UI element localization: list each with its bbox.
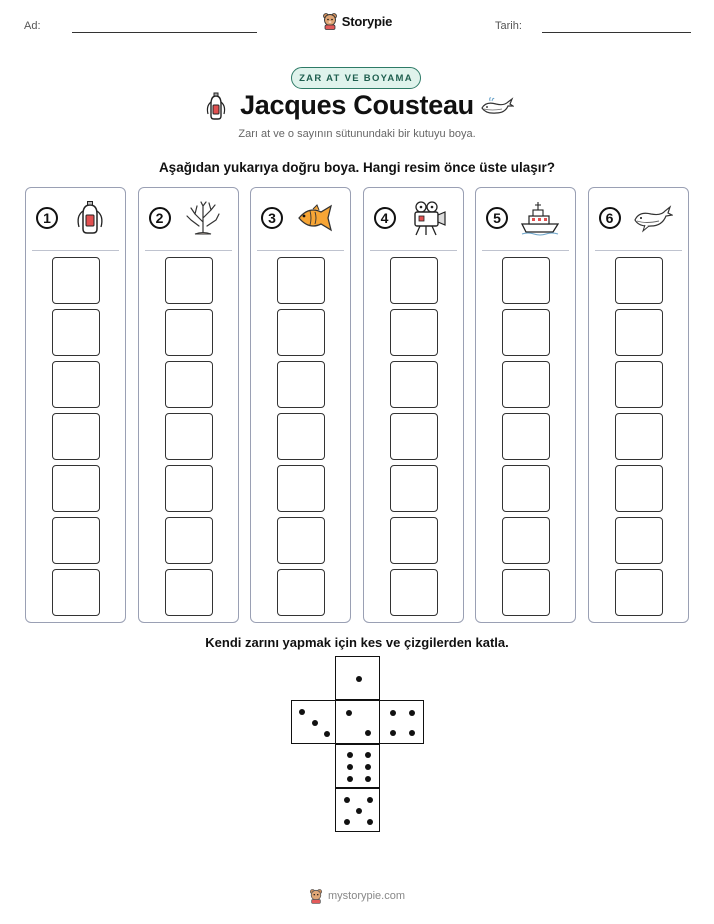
die-pip: [409, 730, 415, 736]
color-box[interactable]: [615, 309, 663, 356]
color-box[interactable]: [502, 517, 550, 564]
color-box[interactable]: [165, 517, 213, 564]
die-pip: [324, 731, 330, 737]
color-box[interactable]: [165, 569, 213, 616]
color-box[interactable]: [502, 465, 550, 512]
column-4: [363, 187, 464, 623]
fish-icon: [295, 200, 335, 236]
color-box[interactable]: [52, 257, 100, 304]
color-box[interactable]: [615, 465, 663, 512]
die-pip: [409, 710, 415, 716]
page-title: Jacques Cousteau: [240, 90, 474, 120]
column-divider: [145, 250, 232, 251]
die-pip: [365, 776, 371, 782]
brand-logo: [0, 12, 714, 30]
color-box[interactable]: [390, 517, 438, 564]
color-box[interactable]: [277, 361, 325, 408]
bear-icon: [309, 888, 323, 904]
die-pip: [347, 764, 353, 770]
film-camera-icon: [408, 200, 448, 236]
color-box[interactable]: [52, 309, 100, 356]
die-pip: [344, 797, 350, 803]
die-pip: [365, 764, 371, 770]
color-box[interactable]: [615, 569, 663, 616]
color-box[interactable]: [277, 309, 325, 356]
color-box[interactable]: [615, 413, 663, 460]
column-divider: [257, 250, 344, 251]
die-pip: [356, 676, 362, 682]
color-box[interactable]: [390, 309, 438, 356]
whale-icon: [633, 200, 673, 236]
instruction: Aşağıdan yukarıya doğru boya. Hangi resim önce üste ulaşır?: [158, 160, 556, 175]
footer: [0, 888, 714, 904]
column-number: 4: [374, 207, 396, 229]
column-divider: [482, 250, 569, 251]
color-box[interactable]: [165, 465, 213, 512]
date-line[interactable]: [542, 32, 691, 33]
column-header: [589, 188, 688, 250]
die-pip: [346, 710, 352, 716]
column-header: [139, 188, 238, 250]
column-number: 3: [261, 207, 283, 229]
coral-icon: [183, 200, 223, 236]
color-box[interactable]: [165, 413, 213, 460]
die-face-3: [291, 700, 336, 744]
column-1: [25, 187, 126, 623]
die-pip: [367, 819, 373, 825]
die-pip: [390, 730, 396, 736]
date-label: Tarih:: [495, 20, 522, 32]
color-box[interactable]: [277, 257, 325, 304]
column-5: [475, 187, 576, 623]
color-box[interactable]: [165, 309, 213, 356]
name-line[interactable]: [72, 32, 257, 33]
column-2: [138, 187, 239, 623]
die-pip: [344, 819, 350, 825]
cut-instruction: Kendi zarını yapmak için kes ve çizgilerden katla.: [205, 635, 509, 650]
die-face-6: [335, 744, 380, 788]
color-box[interactable]: [390, 257, 438, 304]
color-box[interactable]: [502, 361, 550, 408]
column-header: [26, 188, 125, 250]
color-box[interactable]: [390, 465, 438, 512]
color-box[interactable]: [615, 361, 663, 408]
die-pip: [365, 752, 371, 758]
color-box[interactable]: [390, 361, 438, 408]
color-box[interactable]: [277, 517, 325, 564]
column-number: 6: [599, 207, 621, 229]
column-header: [364, 188, 463, 250]
bear-icon: [322, 12, 338, 30]
color-box[interactable]: [615, 517, 663, 564]
color-box[interactable]: [52, 465, 100, 512]
die-pip: [347, 752, 353, 758]
color-box[interactable]: [277, 569, 325, 616]
column-divider: [32, 250, 119, 251]
boat-icon: [520, 200, 560, 236]
color-box[interactable]: [277, 465, 325, 512]
color-box[interactable]: [390, 413, 438, 460]
subtitle: Zarı at ve o sayının sütunundaki bir kutuyu boya.: [238, 128, 476, 140]
color-box[interactable]: [277, 413, 325, 460]
diving-tank-icon: [70, 200, 110, 236]
column-divider: [370, 250, 457, 251]
die-pip: [367, 797, 373, 803]
die-face-1: [335, 656, 380, 700]
color-box[interactable]: [52, 517, 100, 564]
die-face-5: [335, 788, 380, 832]
name-label: Ad:: [24, 20, 41, 32]
column-6: [588, 187, 689, 623]
column-3: [250, 187, 351, 623]
column-number: 5: [486, 207, 508, 229]
die-pip: [299, 709, 305, 715]
die-pip: [365, 730, 371, 736]
whale-icon: [480, 96, 514, 118]
color-box[interactable]: [165, 257, 213, 304]
die-pip: [347, 776, 353, 782]
color-box[interactable]: [502, 413, 550, 460]
die-pip: [390, 710, 396, 716]
color-box[interactable]: [502, 257, 550, 304]
die-pip: [356, 808, 362, 814]
column-divider: [595, 250, 682, 251]
color-box[interactable]: [390, 569, 438, 616]
activity-badge: ZAR AT VE BOYAMA: [291, 67, 421, 89]
footer-url[interactable]: mystorypie.com: [327, 890, 406, 902]
color-box[interactable]: [52, 413, 100, 460]
color-box[interactable]: [502, 309, 550, 356]
column-header: [251, 188, 350, 250]
color-box[interactable]: [52, 361, 100, 408]
color-box[interactable]: [502, 569, 550, 616]
column-number: 1: [36, 207, 58, 229]
die-face-2: [335, 700, 380, 744]
die-pip: [312, 720, 318, 726]
die-face-4: [379, 700, 424, 744]
color-box[interactable]: [52, 569, 100, 616]
column-header: [476, 188, 575, 250]
brand-name: Storypie: [341, 13, 393, 29]
column-number: 2: [149, 207, 171, 229]
color-box[interactable]: [165, 361, 213, 408]
color-box[interactable]: [615, 257, 663, 304]
